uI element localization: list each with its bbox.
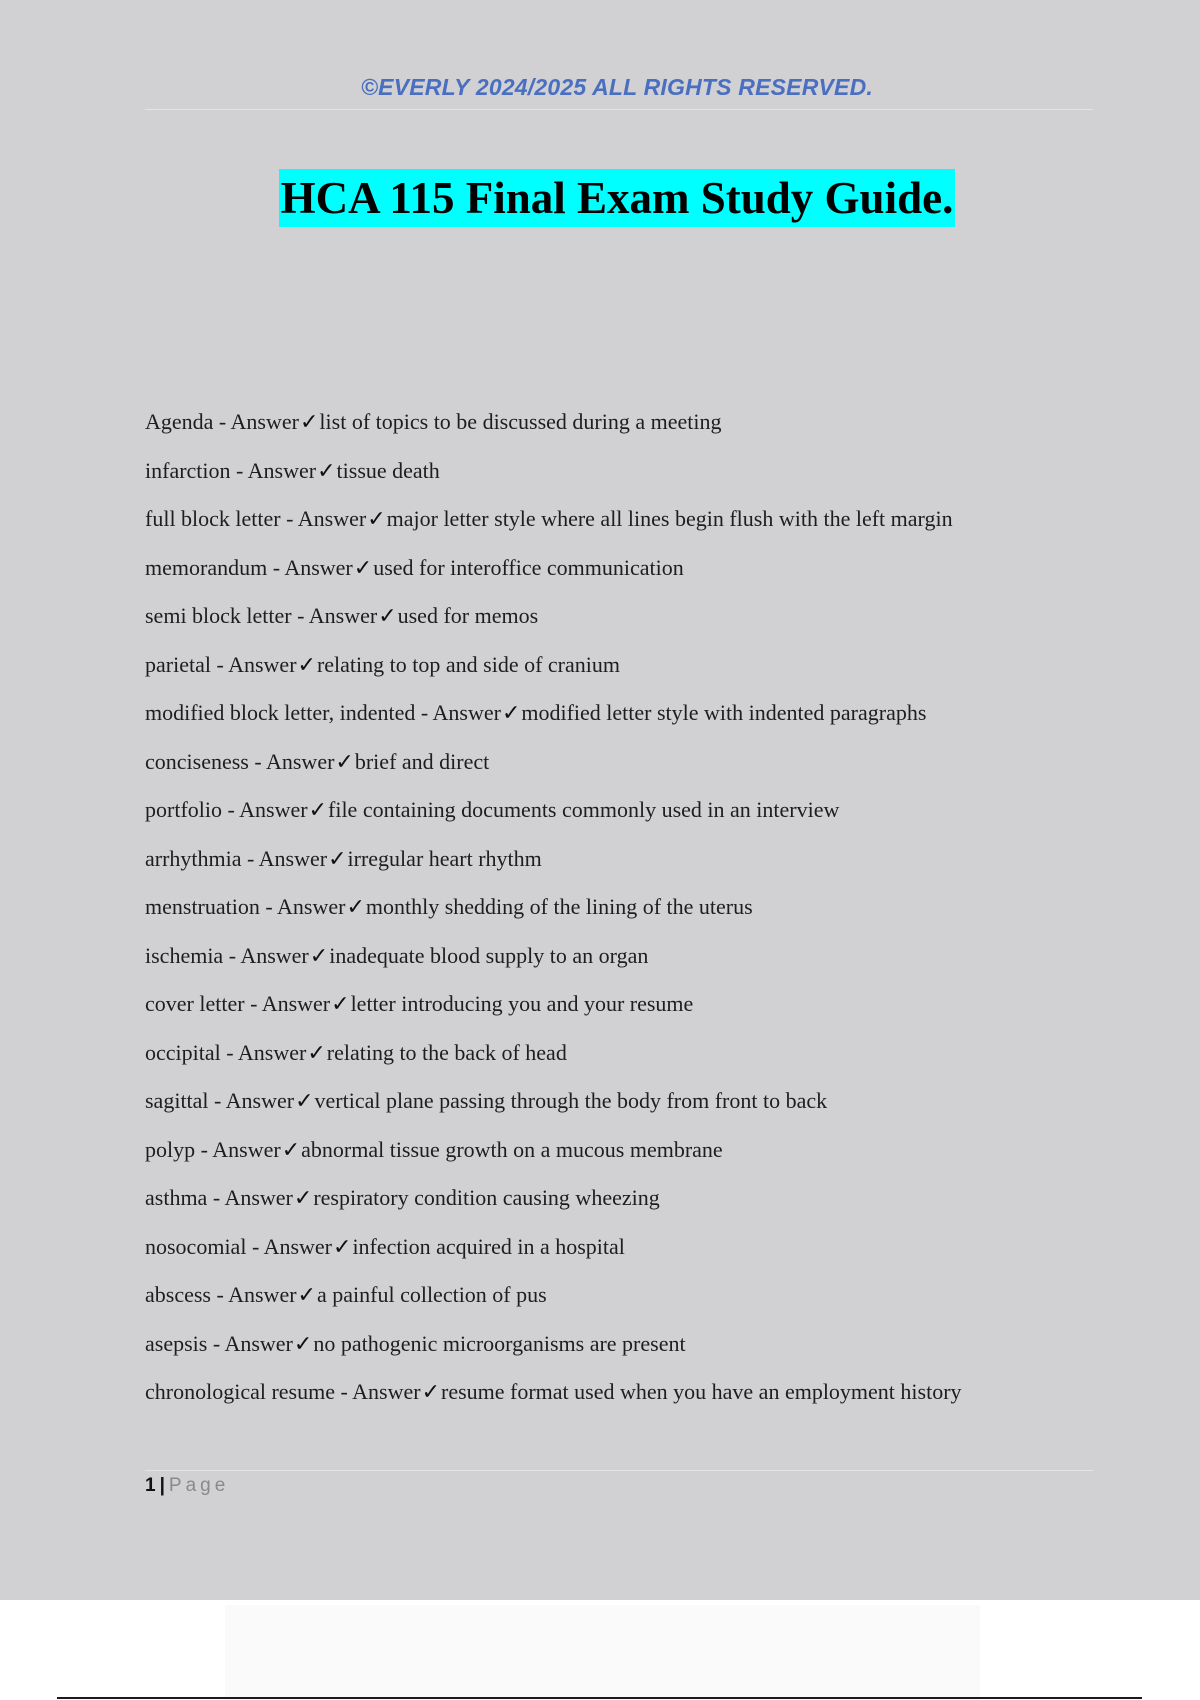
- check-mark-icon: ✓: [297, 1283, 316, 1308]
- check-mark-icon: ✓: [299, 410, 319, 435]
- entry-term: modified block letter, indented: [145, 700, 416, 725]
- entry-definition: infection acquired in a hospital: [352, 1233, 625, 1259]
- check-mark-icon: ✓: [309, 943, 329, 969]
- answer-label: Answer: [352, 1379, 421, 1404]
- entry-definition: major letter style where all lines begin flush with the left margin: [386, 506, 953, 531]
- entry-definition: relating to the back of head: [326, 1039, 567, 1065]
- entry-definition: a painful collection of pus: [316, 1282, 547, 1307]
- next-page-edge: [225, 1605, 980, 1700]
- entry-term: memorandum: [145, 554, 268, 580]
- check-mark-icon: ✓: [281, 1137, 301, 1163]
- list-item: arrhythmia - Answer✓irregular heart rhythm: [145, 840, 1105, 889]
- check-mark-icon: ✓: [501, 701, 521, 726]
- entry-definition: file containing documents commonly used in an interview: [328, 797, 840, 822]
- entry-definition: tissue death: [336, 457, 440, 483]
- list-item: parietal - Answer✓relating to top and side of cranium: [145, 646, 1105, 695]
- entry-term: cover letter: [145, 991, 245, 1016]
- check-mark-icon: ✓: [297, 652, 316, 678]
- footer-divider: [145, 1470, 1093, 1471]
- list-item: sagittal - Answer✓vertical plane passing through the body from front to back: [145, 1082, 1105, 1131]
- entry-term: menstruation: [145, 894, 260, 919]
- check-mark-icon: ✓: [328, 846, 347, 872]
- entry-term: conciseness: [145, 748, 249, 774]
- answer-label: Answer: [263, 1233, 332, 1259]
- check-mark-icon: ✓: [353, 555, 373, 581]
- answer-label: Answer: [240, 942, 309, 968]
- entry-definition: modified letter style with indented paragraphs: [521, 700, 927, 725]
- list-item: conciseness - Answer✓brief and direct: [145, 743, 1105, 792]
- check-mark-icon: ✓: [335, 749, 354, 775]
- answer-label: Answer: [277, 894, 346, 919]
- check-mark-icon: ✓: [331, 992, 350, 1017]
- answer-label: Answer: [247, 457, 317, 483]
- answer-label: Answer: [228, 651, 297, 677]
- list-item: modified block letter, indented - Answer✓modified letter style with indented paragraphs: [145, 694, 1105, 743]
- entry-term: abscess: [145, 1282, 211, 1307]
- list-item: cover letter - Answer✓letter introducing you and your resume: [145, 985, 1105, 1034]
- list-item: menstruation - Answer✓monthly shedding of the lining of the uterus: [145, 888, 1105, 937]
- entry-definition: abnormal tissue growth on a mucous membrane: [301, 1136, 723, 1162]
- list-item: asthma - Answer✓respiratory condition causing wheezing: [145, 1179, 1105, 1228]
- entry-definition: irregular heart rhythm: [347, 845, 542, 871]
- list-item: ischemia - Answer✓inadequate blood supply to an organ: [145, 937, 1105, 986]
- list-item: abscess - Answer✓a painful collection of pus: [145, 1276, 1105, 1325]
- answer-label: Answer: [265, 748, 335, 774]
- list-item: Agenda - Answer✓list of topics to be discussed during a meeting: [145, 403, 1105, 452]
- check-mark-icon: ✓: [293, 1331, 313, 1357]
- entry-term: Agenda: [145, 409, 214, 434]
- page-label: Page: [168, 1475, 230, 1496]
- answer-label: Answer: [212, 1136, 281, 1162]
- check-mark-icon: ✓: [333, 1234, 352, 1260]
- answer-label: Answer: [228, 1282, 297, 1307]
- entry-term: portfolio: [145, 797, 222, 822]
- list-item: memorandum - Answer✓used for interoffice communication: [145, 549, 1105, 598]
- answer-label: Answer: [297, 506, 367, 531]
- entry-term: polyp: [145, 1136, 196, 1162]
- entry-definition: inadequate blood supply to an organ: [329, 942, 649, 968]
- entry-term: asepsis: [145, 1330, 208, 1356]
- entry-definition: letter introducing you and your resume: [350, 991, 694, 1016]
- study-guide-list: [145, 403, 1105, 1422]
- entry-definition: relating to top and side of cranium: [316, 651, 620, 677]
- entry-term: semi block letter: [145, 603, 292, 628]
- list-item: asepsis - Answer✓no pathogenic microorganisms are present: [145, 1325, 1105, 1374]
- entry-definition: used for interoffice communication: [373, 554, 684, 580]
- document-title: HCA 115 Final Exam Study Guide.: [279, 169, 956, 227]
- entry-term: nosocomial: [145, 1233, 247, 1259]
- entry-term: infarction: [145, 457, 231, 483]
- entry-term: arrhythmia: [145, 845, 242, 871]
- entry-definition: vertical plane passing through the body from front to back: [314, 1088, 828, 1113]
- check-mark-icon: ✓: [367, 507, 386, 532]
- answer-label: Answer: [258, 845, 328, 871]
- entry-definition: used for memos: [397, 603, 539, 628]
- check-mark-icon: ✓: [308, 798, 327, 823]
- check-mark-icon: ✓: [346, 895, 365, 920]
- entry-definition: monthly shedding of the lining of the uterus: [365, 894, 753, 919]
- entry-term: chronological resume: [145, 1379, 335, 1404]
- entry-term: full block letter: [145, 506, 281, 531]
- list-item: portfolio - Answer✓file containing documents commonly used in an interview: [145, 791, 1105, 840]
- list-item: semi block letter - Answer✓used for memos: [145, 597, 1105, 646]
- list-item: occipital - Answer✓relating to the back of head: [145, 1034, 1105, 1083]
- check-mark-icon: ✓: [307, 1040, 326, 1066]
- entry-definition: list of topics to be discussed during a meeting: [319, 409, 722, 434]
- header-divider: [145, 109, 1093, 110]
- list-item: chronological resume - Answer✓resume format used when you have an employment history: [145, 1373, 1105, 1422]
- entry-term: asthma: [145, 1185, 208, 1210]
- entry-term: ischemia: [145, 942, 224, 968]
- answer-label: Answer: [284, 554, 353, 580]
- entry-definition: respiratory condition causing wheezing: [313, 1185, 660, 1210]
- entry-definition: brief and direct: [354, 748, 490, 774]
- check-mark-icon: ✓: [421, 1380, 440, 1405]
- answer-label: Answer: [237, 1039, 307, 1065]
- answer-label: Answer: [224, 1330, 293, 1356]
- entry-definition: resume format used when you have an employment history: [441, 1379, 962, 1404]
- answer-label: Answer: [432, 700, 501, 725]
- list-item: infarction - Answer✓tissue death: [145, 452, 1105, 501]
- list-item: nosocomial - Answer✓infection acquired in a hospital: [145, 1228, 1105, 1277]
- answer-label: Answer: [224, 1185, 293, 1210]
- page-footer: [145, 1474, 229, 1498]
- entry-term: sagittal: [145, 1088, 209, 1113]
- answer-label: Answer: [230, 409, 299, 434]
- answer-label: Answer: [225, 1088, 295, 1113]
- list-item: polyp - Answer✓abnormal tissue growth on a mucous membrane: [145, 1131, 1105, 1180]
- check-mark-icon: ✓: [378, 604, 397, 629]
- check-mark-icon: ✓: [317, 458, 336, 484]
- entry-definition: no pathogenic microorganisms are present: [313, 1330, 686, 1356]
- title-container: [0, 169, 1200, 227]
- copyright-header: ©EVERLY 2024/2025 ALL RIGHTS RESERVED.: [361, 74, 873, 100]
- page-number: 1: [145, 1475, 156, 1496]
- check-mark-icon: ✓: [295, 1089, 314, 1114]
- answer-label: Answer: [308, 603, 378, 628]
- answer-label: Answer: [261, 991, 331, 1016]
- check-mark-icon: ✓: [293, 1186, 313, 1211]
- entry-term: occipital: [145, 1039, 221, 1065]
- entry-term: parietal: [145, 651, 211, 677]
- answer-label: Answer: [239, 797, 308, 822]
- bottom-divider: [57, 1697, 1142, 1699]
- list-item: full block letter - Answer✓major letter style where all lines begin flush with the left margin: [145, 500, 1105, 549]
- page-separator: |: [159, 1475, 165, 1496]
